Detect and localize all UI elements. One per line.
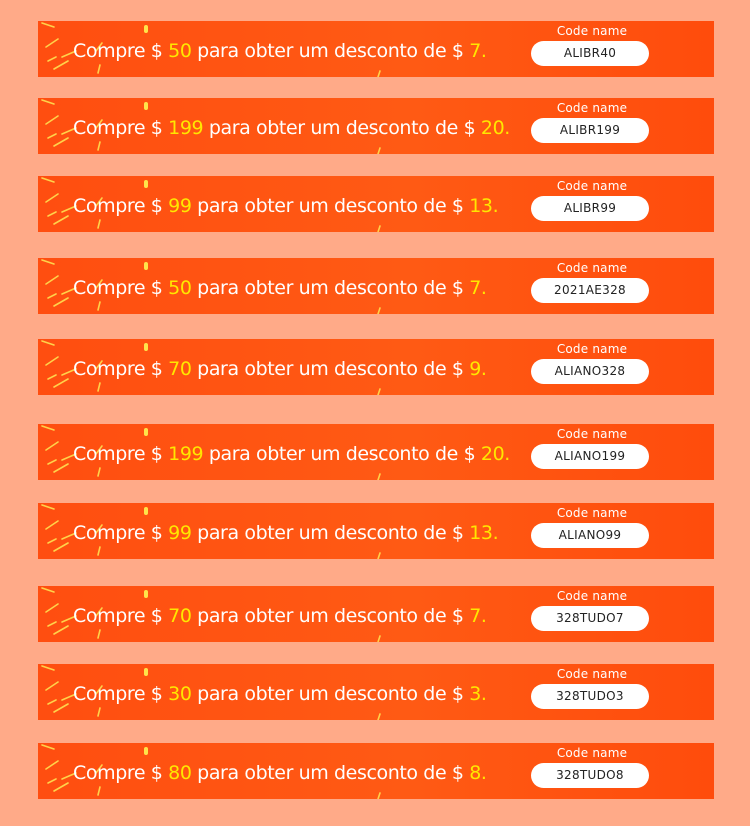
spend-amount: 199 (168, 117, 204, 139)
coupon-banner (38, 98, 714, 154)
code-name-label: Code name (556, 506, 628, 520)
coupon-code-pill[interactable]: 328TUDO3 (531, 684, 649, 709)
code-name-label: Code name (556, 746, 628, 760)
offer-text: Compre $ 30 para obter um desconto de $ 3. (73, 683, 487, 705)
offer-text: Compre $ 50 para obter um desconto de $ 7. (73, 277, 487, 299)
discount-amount: 20 (480, 117, 505, 139)
spend-amount: 70 (168, 358, 192, 380)
coupon-banner (38, 424, 714, 480)
offer-text: Compre $ 70 para obter um desconto de $ 9. (73, 358, 487, 380)
coupon-banner (38, 339, 714, 395)
discount-amount: 20 (480, 443, 505, 465)
spend-amount: 99 (168, 522, 192, 544)
offer-text: Compre $ 199 para obter um desconto de $ 20. (73, 117, 510, 139)
coupon-banner (38, 743, 714, 799)
coupon-code-pill[interactable]: 2021AE328 (531, 278, 649, 303)
discount-amount: 13 (469, 195, 493, 217)
discount-amount: 3 (469, 683, 481, 705)
code-name-label: Code name (556, 342, 628, 356)
coupon-code-pill[interactable]: ALIANO328 (531, 359, 649, 384)
offer-text: Compre $ 199 para obter um desconto de $ 20. (73, 443, 510, 465)
code-name-label: Code name (556, 589, 628, 603)
spend-amount: 99 (168, 195, 192, 217)
spend-amount: 80 (168, 762, 192, 784)
discount-amount: 13 (469, 522, 493, 544)
coupon-code-pill[interactable]: 328TUDO8 (531, 763, 649, 788)
coupon-banner (38, 664, 714, 720)
code-name-label: Code name (556, 667, 628, 681)
spend-amount: 199 (168, 443, 204, 465)
coupon-code-pill[interactable]: ALIBR199 (531, 118, 649, 143)
spend-amount: 70 (168, 605, 192, 627)
coupon-code-pill[interactable]: ALIANO199 (531, 444, 649, 469)
offer-text: Compre $ 70 para obter um desconto de $ 7. (73, 605, 487, 627)
discount-amount: 7 (469, 277, 481, 299)
discount-amount: 7 (469, 40, 481, 62)
offer-text: Compre $ 50 para obter um desconto de $ 7. (73, 40, 487, 62)
coupon-code-pill[interactable]: ALIANO99 (531, 523, 649, 548)
coupon-code-pill[interactable]: ALIBR40 (531, 41, 649, 66)
discount-amount: 7 (469, 605, 481, 627)
coupon-banner (38, 258, 714, 314)
code-name-label: Code name (556, 24, 628, 38)
spend-amount: 50 (168, 277, 192, 299)
code-name-label: Code name (556, 101, 628, 115)
offer-text: Compre $ 80 para obter um desconto de $ 8. (73, 762, 487, 784)
coupon-banner (38, 503, 714, 559)
discount-amount: 9 (469, 358, 481, 380)
coupon-banner (38, 586, 714, 642)
offer-text: Compre $ 99 para obter um desconto de $ 13. (73, 522, 499, 544)
code-name-label: Code name (556, 261, 628, 275)
coupon-code-pill[interactable]: ALIBR99 (531, 196, 649, 221)
code-name-label: Code name (556, 427, 628, 441)
coupon-code-pill[interactable]: 328TUDO7 (531, 606, 649, 631)
spend-amount: 50 (168, 40, 192, 62)
discount-amount: 8 (469, 762, 481, 784)
code-name-label: Code name (556, 179, 628, 193)
offer-text: Compre $ 99 para obter um desconto de $ 13. (73, 195, 499, 217)
coupon-banner (38, 176, 714, 232)
spend-amount: 30 (168, 683, 192, 705)
coupon-banner (38, 21, 714, 77)
